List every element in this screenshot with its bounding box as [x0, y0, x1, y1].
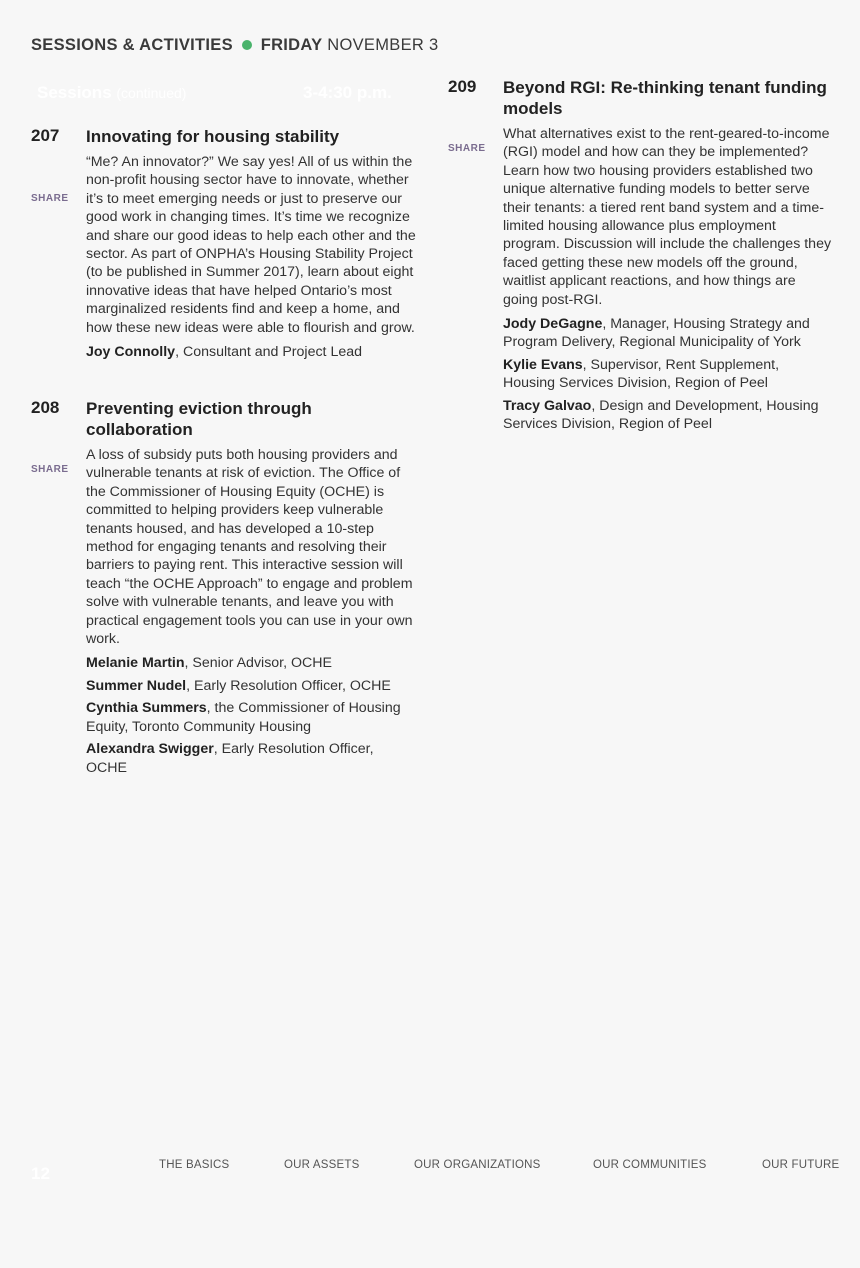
- session-209: [448, 77, 833, 438]
- session-number: 209: [448, 77, 477, 96]
- session-title: Innovating for housing stability: [86, 127, 340, 146]
- speaker-name: Melanie Martin: [86, 655, 185, 672]
- share-button[interactable]: SHARE: [31, 193, 69, 204]
- speaker-name: Cynthia Summers: [86, 700, 207, 717]
- session-body: [86, 446, 416, 777]
- speaker: [86, 343, 416, 361]
- footer-link-our-future[interactable]: OUR FUTURE: [762, 1159, 840, 1171]
- speaker-name: Kylie Evans: [503, 356, 583, 373]
- speaker: [86, 654, 416, 672]
- speaker: [503, 356, 833, 393]
- session-description: What alternatives exist to the rent-geared-to-income (RGI) model and how can they be implemented? Learn how two housing providers established two unique alternative funding models to better serve their tenants: a tiered rent band system and a time-limited housing allowance plus employment program. Discussion will include the challenges they faced getting these new models off the ground, waitlist applicant reactions, and how things are going post-RGI.: [503, 126, 832, 308]
- share-button[interactable]: SHARE: [448, 143, 486, 154]
- speaker-name: Tracy Galvao: [503, 397, 592, 414]
- page-number: 12: [31, 1164, 50, 1183]
- banner-time: 3-4:30 p.m.: [303, 83, 392, 102]
- session-description: A loss of subsidy puts both housing providers and vulnerable tenants at risk of eviction. The Office of the Commissioner of Housing Equity (OCHE) is committed to helping providers keep vulnerable tenants housed, and has developed a 10-step method for engaging tenants and resolving their barriers to paying rent. This interactive session will teach “the OCHE Approach” to engage and problem solve with vulnerable tenants, and leave you with practical engagement tools you can use in your own work.: [86, 447, 413, 648]
- banner-sub: (continued): [116, 85, 187, 101]
- speaker-name: Jody DeGagne: [503, 316, 603, 333]
- footer-link-our-communities[interactable]: OUR COMMUNITIES: [593, 1159, 707, 1171]
- speaker-role: , Supervisor, Rent Supplement, Housing Services Division, Region of Peel: [503, 356, 780, 392]
- session-title: Preventing eviction through collaboration: [86, 399, 312, 439]
- header-section: SESSIONS & ACTIVITIES: [31, 36, 233, 54]
- speaker-name: Alexandra Swigger: [86, 741, 214, 758]
- banner-label: Sessions: [37, 83, 112, 102]
- session-title: Beyond RGI: Re-thinking tenant funding models: [503, 78, 827, 118]
- session-body: [86, 153, 416, 361]
- speaker: [86, 699, 416, 736]
- speaker-role: , Design and Development, Housing Services Division, Region of Peel: [503, 397, 819, 433]
- speaker-role: , Consultant and Project Lead: [175, 344, 363, 361]
- speaker-name: Summer Nudel: [86, 677, 187, 694]
- session-number: 207: [31, 126, 60, 145]
- footer-link-our-assets[interactable]: OUR ASSETS: [284, 1159, 360, 1171]
- speaker: [86, 740, 416, 777]
- speaker-role: , Early Resolution Officer, OCHE: [186, 677, 391, 694]
- speaker-role: , Senior Advisor, OCHE: [184, 655, 332, 672]
- footer-link-the-basics[interactable]: THE BASICS: [159, 1159, 230, 1171]
- session-208: [31, 398, 416, 781]
- session-description: “Me? An innovator?” We say yes! All of us within the non-profit housing sector have to innovate, whether it’s to meet emerging needs or just to preserve our good work in changing times. It’s time we recognize and share our good ideas to help each other and the sector. As part of ONPHA’s Housing Stability Project (to be published in Summer 2017), learn about eight innovative ideas that have helped Ontario’s most marginalized residents find and keep a home, and how these new ideas were able to flourish and grow.: [86, 154, 416, 336]
- bullet-dot-icon: [242, 40, 252, 50]
- share-button[interactable]: SHARE: [31, 464, 69, 475]
- header-day: FRIDAY: [260, 36, 323, 54]
- session-number: 208: [31, 398, 60, 417]
- speaker-role: , Manager, Housing Strategy and Program Delivery, Regional Municipality of York: [503, 316, 810, 351]
- speaker: [503, 397, 833, 434]
- speaker-name: Joy Connolly: [86, 344, 176, 361]
- header-date: NOVEMBER 3: [327, 36, 439, 54]
- sessions-banner: [37, 83, 186, 103]
- speaker: [503, 315, 833, 352]
- speaker-role: , the Commissioner of Housing Equity, Toronto Community Housing: [86, 700, 401, 735]
- session-body: [503, 125, 833, 434]
- footer-link-our-organizations[interactable]: OUR ORGANIZATIONS: [414, 1159, 541, 1171]
- session-207: [31, 126, 416, 365]
- page-header: [31, 36, 438, 55]
- speaker-role: , Early Resolution Officer, OCHE: [86, 741, 374, 776]
- speaker: [86, 677, 416, 695]
